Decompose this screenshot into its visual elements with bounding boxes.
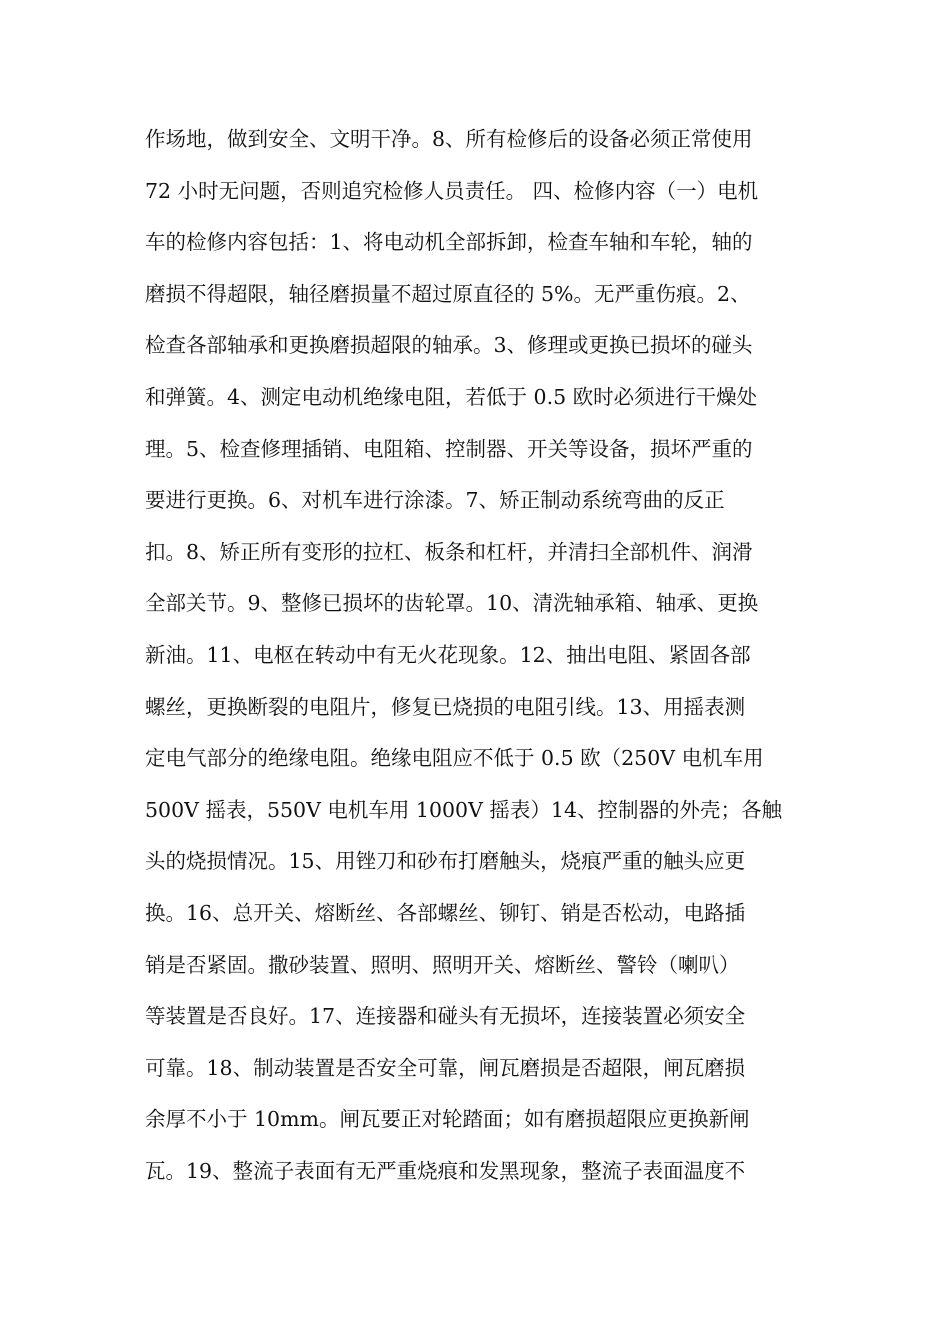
text-line: 车的检修内容包括：1、将电动机全部拆卸，检查车轴和车轮，轴的: [145, 230, 753, 255]
text-line: 500V 摇表，550V 电机车用 1000V 摇表）14、控制器的外壳；各触: [145, 797, 782, 822]
text-line: 销是否紧固。撒砂装置、照明、照明开关、熔断丝、警铃（喇叭）: [145, 952, 740, 977]
text-line: 全部关节。9、整修已损坏的齿轮罩。10、清洗轴承箱、轴承、更换: [145, 591, 759, 616]
text-line: 换。16、总开关、熔断丝、各部螺丝、铆钉、销是否松动，电路插: [145, 900, 746, 925]
text-line: 检查各部轴承和更换磨损超限的轴承。3、修理或更换已损坏的碰头: [145, 333, 753, 358]
text-line: 等装置是否良好。17、连接器和碰头有无损坏，连接装置必须安全: [145, 1004, 746, 1029]
text-line: 新油。11、电枢在转动中有无火花现象。12、抽出电阻、紧固各部: [145, 642, 751, 667]
body-text: [145, 114, 815, 1197]
text-line: 螺丝，更换断裂的电阻片，修复已烧损的电阻引线。13、用摇表测: [145, 694, 746, 719]
text-line: 磨损不得超限，轴径磨损量不超过原直径的 5%。无严重伤痕。2、: [145, 281, 751, 306]
text-line: 扣。8、矫正所有变形的拉杠、板条和杠杆，并清扫全部机件、润滑: [145, 539, 753, 564]
text-line: 要进行更换。6、对机车进行涂漆。7、矫正制动系统弯曲的反正: [145, 488, 725, 513]
text-line: 作场地，做到安全、文明干净。8、所有检修后的设备必须正常使用: [145, 127, 753, 151]
text-line: 和弹簧。4、测定电动机绝缘电阻，若低于 0.5 欧时必须进行干燥处: [145, 384, 758, 409]
text-line: 72 小时无问题，否则追究检修人员责任。 四、检修内容（一）电机: [145, 178, 759, 203]
text-line: 头的烧损情况。15、用锉刀和砂布打磨触头，烧痕严重的触头应更: [145, 849, 746, 874]
text-line: 定电气部分的绝缘电阻。绝缘电阻应不低于 0.5 欧（250V 电机车用: [145, 746, 764, 771]
text-line: 瓦。19、整流子表面有无严重烧痕和发黑现象，整流子表面温度不: [145, 1158, 746, 1183]
text-line: 余厚不小于 10mm。闸瓦要正对轮踏面；如有磨损超限应更换新闸: [145, 1107, 750, 1132]
text-line: 可靠。18、制动装置是否安全可靠，闸瓦磨损是否超限，闸瓦磨损: [145, 1055, 746, 1080]
text-line: 理。5、检查修理插销、电阻箱、控制器、开关等设备，损坏严重的: [145, 436, 753, 461]
